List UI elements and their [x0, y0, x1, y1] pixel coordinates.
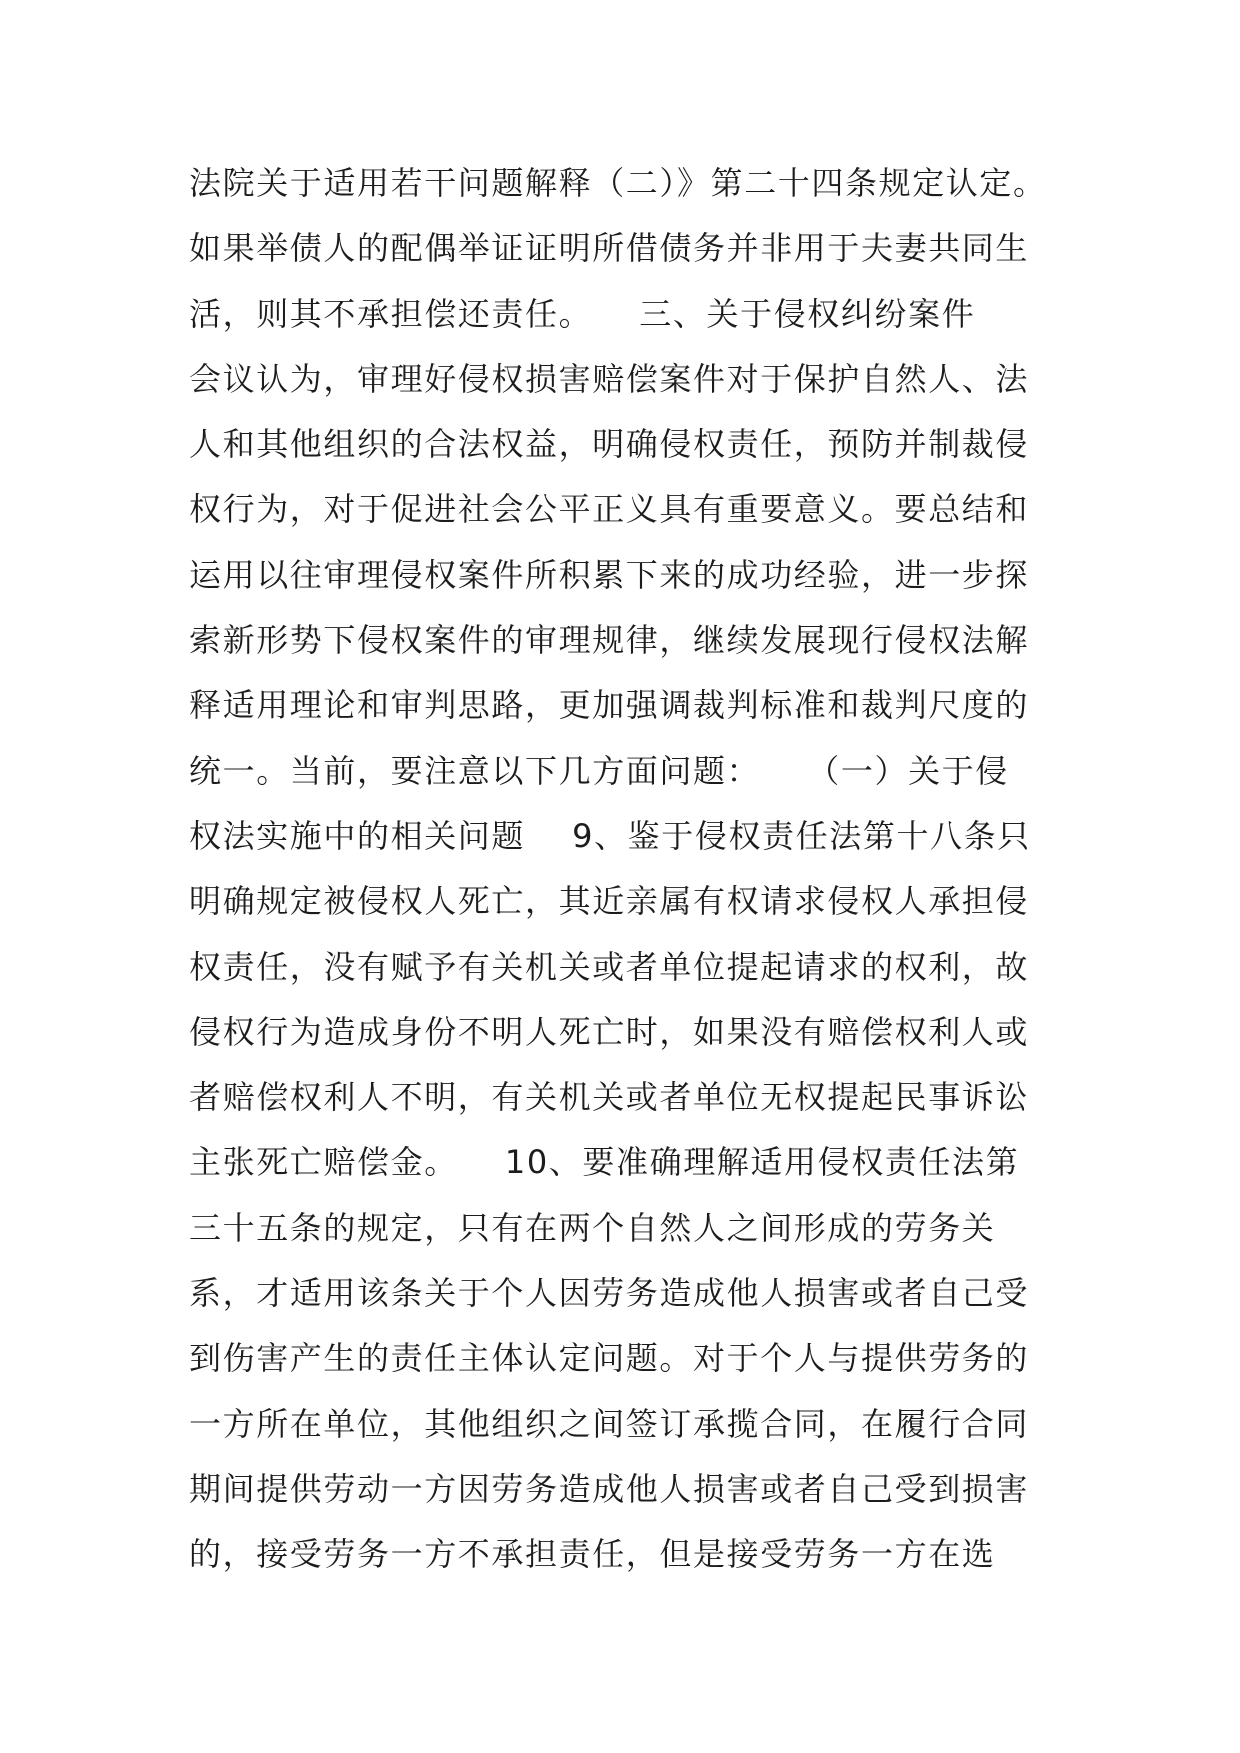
text-line: 会议认为，审理好侵权损害赔偿案件对于保护自然人、法 [189, 359, 1030, 398]
text-line: 明确规定被侵权人死亡，其近亲属有权请求侵权人承担侵 [189, 882, 1030, 921]
text-line: 到伤害产生的责任主体认定问题。对于个人与提供劳务的 [189, 1339, 1030, 1378]
text-line: 权责任，没有赋予有关机关或者单位提起请求的权利，故 [189, 947, 1030, 986]
text-line: 如果举债人的配偶举证证明所借债务并非用于夫妻共同生 [189, 229, 1030, 268]
text-line: 统一。当前，要注意以下几方面问题： （一）关于侵 [189, 751, 1009, 790]
text-line: 主张死亡赔偿金。 10、要准确理解适用侵权责任法第 [189, 1143, 1020, 1182]
text-line: 期间提供劳动一方因劳务造成他人损害或者自己受到损害 [189, 1469, 1030, 1508]
body-text [189, 151, 1069, 1588]
text-line: 人和其他组织的合法权益，明确侵权责任，预防并制裁侵 [189, 425, 1030, 464]
text-line: 权法实施中的相关问题 9、鉴于侵权责任法第十八条只 [189, 816, 1031, 855]
text-line: 法院关于适用若干问题解释（二）》第二十四条规定认定。 [189, 164, 1047, 202]
text-line: 侵权行为造成身份不明人死亡时，如果没有赔偿权利人或 [189, 1012, 1030, 1051]
text-line: 的，接受劳务一方不承担责任，但是接受劳务一方在选 [189, 1535, 996, 1574]
text-line: 释适用理论和审判思路，更加强调裁判标准和裁判尺度的 [189, 686, 1030, 725]
text-line: 一方所在单位，其他组织之间签订承揽合同，在履行合同 [189, 1404, 1030, 1443]
text-line: 者赔偿权利人不明，有关机关或者单位无权提起民事诉讼 [189, 1078, 1030, 1117]
text-line: 索新形势下侵权案件的审理规律，继续发展现行侵权法解 [189, 621, 1030, 660]
text-line: 三十五条的规定，只有在两个自然人之间形成的劳务关 [189, 1208, 996, 1247]
text-line: 权行为，对于促进社会公平正义具有重要意义。要总结和 [189, 490, 1030, 529]
text-line: 系，才适用该条关于个人因劳务造成他人损害或者自己受 [189, 1274, 1030, 1313]
text-line: 活，则其不承担偿还责任。 三、关于侵权纠纷案件 [189, 294, 976, 333]
text-line: 运用以往审理侵权案件所积累下来的成功经验，进一步探 [189, 555, 1030, 594]
